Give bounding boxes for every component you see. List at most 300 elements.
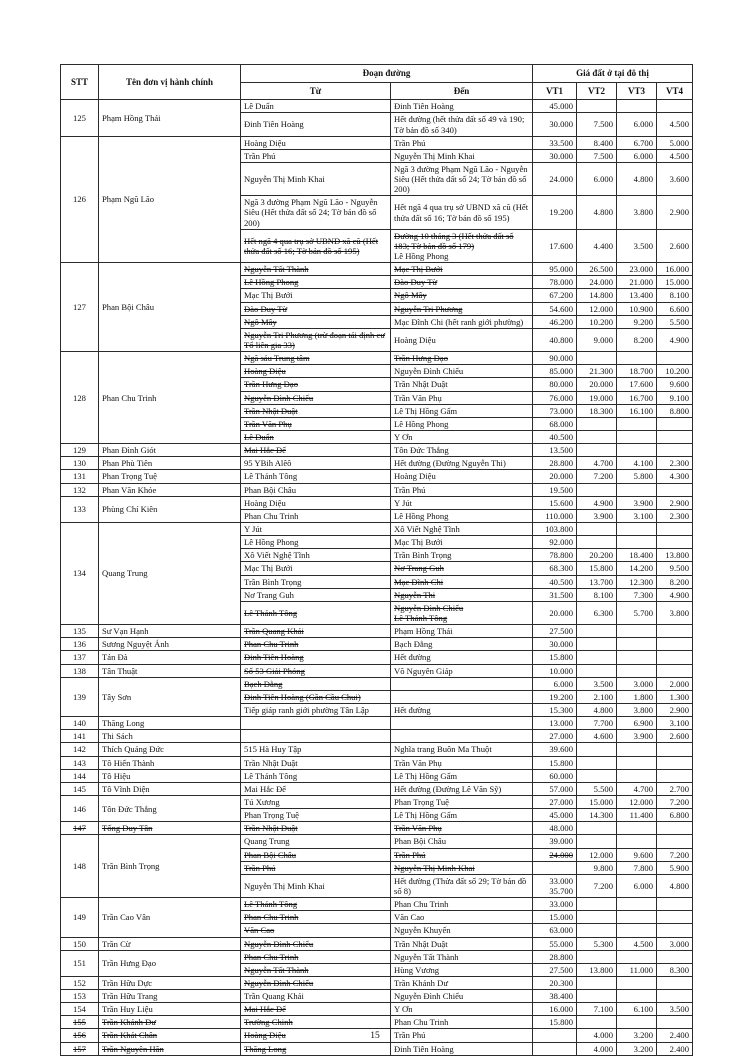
stt-cell: 154	[61, 1003, 99, 1016]
from-cell: Trần Văn Phụ	[241, 417, 391, 430]
vt1-cell: 19.200	[533, 196, 577, 229]
to-cell	[391, 690, 533, 703]
to-cell: Mạc Thị Bưởi	[391, 263, 533, 276]
from-cell: Trần Phú	[241, 861, 391, 874]
vt3-cell: 10.900	[617, 302, 657, 315]
to-cell: Nguyễn Đình Chiếu Lê Thánh Tông	[391, 601, 533, 624]
vt1-cell: 110.000	[533, 509, 577, 522]
vt3-cell: 18.400	[617, 549, 657, 562]
to-cell: Nguyễn Đình Chiếu	[391, 365, 533, 378]
from-cell: Phan Bội Châu	[241, 848, 391, 861]
to-cell: Mạc Đĩnh Chi (hết ranh giới phường)	[391, 315, 533, 328]
vt4-cell	[657, 976, 693, 989]
from-cell: Lê Hồng Phong	[241, 536, 391, 549]
from-cell: Lê Thánh Tông	[241, 769, 391, 782]
from-cell: Nguyễn Thị Minh Khai	[241, 162, 391, 195]
from-cell: Phan Chu Trinh	[241, 638, 391, 651]
table-row	[61, 352, 693, 365]
admin-unit-cell: Phạm Hồng Thái	[99, 100, 241, 136]
vt1-cell: 30.000	[533, 638, 577, 651]
stt-cell: 128	[61, 352, 99, 444]
stt-cell: 142	[61, 743, 99, 756]
admin-unit-cell: Tản Đà	[99, 651, 241, 664]
admin-unit-cell: Phan Văn Khỏe	[99, 483, 241, 496]
vt2-cell	[577, 638, 617, 651]
vt1-cell: 73.000	[533, 404, 577, 417]
from-cell: Mạc Thị Bưởi	[241, 289, 391, 302]
vt2-cell	[577, 651, 617, 664]
vt3-cell	[617, 638, 657, 651]
vt3-cell: 12.000	[617, 795, 657, 808]
from-cell: Phan Trọng Tuệ	[241, 809, 391, 822]
to-cell: Đường 10 tháng 3 (Hết thửa đất số 183; Tờ bản đồ số 179) Lê Hồng Phong	[391, 229, 533, 262]
vt4-cell: 4.800	[657, 874, 693, 897]
stt-cell: 152	[61, 976, 99, 989]
from-cell: Ngã sáu Trung tâm	[241, 352, 391, 365]
to-cell: Y Jút	[391, 496, 533, 509]
vt1-cell: 15.000	[533, 911, 577, 924]
stt-cell: 155	[61, 1016, 99, 1029]
vt3-cell: 1.800	[617, 690, 657, 703]
from-cell: 95 YBih Alêô	[241, 457, 391, 470]
admin-unit-cell: Trần Cừ	[99, 937, 241, 950]
stt-cell: 149	[61, 898, 99, 937]
vt1-cell: 10.000	[533, 664, 577, 677]
table-row	[61, 444, 693, 457]
vt3-cell	[617, 100, 657, 113]
vt3-cell	[617, 911, 657, 924]
admin-unit-cell: Trần Khát Chân	[99, 1029, 241, 1042]
to-cell: Lê Hồng Phong	[391, 509, 533, 522]
vt3-cell: 11.400	[617, 809, 657, 822]
admin-unit-cell: Trần Bình Trọng	[99, 835, 241, 898]
vt3-cell: 21.000	[617, 276, 657, 289]
vt3-cell	[617, 417, 657, 430]
header-from: Từ	[241, 82, 391, 100]
vt3-cell: 9.600	[617, 848, 657, 861]
table-row	[61, 100, 693, 113]
stt-cell: 140	[61, 717, 99, 730]
to-cell: Đinh Tiên Hoàng	[391, 1042, 533, 1055]
vt4-cell: 3.500	[657, 1003, 693, 1016]
vt2-cell: 4.800	[577, 703, 617, 716]
vt4-cell	[657, 769, 693, 782]
vt1-cell	[533, 1042, 577, 1055]
to-cell: Hết ngã 4 qua trụ sở UBND xã cũ (Hết thửa đất số 16; Tờ bản đồ số 195)	[391, 196, 533, 229]
to-cell: Mạc Đĩnh Chi	[391, 575, 533, 588]
vt1-cell: 103.800	[533, 523, 577, 536]
vt3-cell: 12.300	[617, 575, 657, 588]
vt2-cell: 8.400	[577, 136, 617, 149]
table-row	[61, 651, 693, 664]
from-cell: Nguyễn Đình Chiếu	[241, 976, 391, 989]
table-row	[61, 483, 693, 496]
admin-unit-cell: Trần Hữu Dực	[99, 976, 241, 989]
vt1-cell: 15.600	[533, 496, 577, 509]
vt4-cell	[657, 756, 693, 769]
vt3-cell: 4.500	[617, 937, 657, 950]
from-cell: Trần Phú	[241, 149, 391, 162]
from-cell: Trần Nhật Duật	[241, 822, 391, 835]
from-cell: Phan Chu Trinh	[241, 911, 391, 924]
vt1-cell: 6.000	[533, 677, 577, 690]
admin-unit-cell: Sư Vạn Hạnh	[99, 625, 241, 638]
vt3-cell	[617, 822, 657, 835]
vt4-cell: 8.100	[657, 289, 693, 302]
vt4-cell	[657, 352, 693, 365]
admin-unit-cell: Phan Bội Châu	[99, 263, 241, 352]
from-cell: Y Jút	[241, 523, 391, 536]
from-cell: Nguyễn Đình Chiếu	[241, 937, 391, 950]
vt2-cell: 4.400	[577, 229, 617, 262]
stt-cell: 133	[61, 496, 99, 522]
vt1-cell: 39.000	[533, 835, 577, 848]
header-urban-land-price: Giá đất ở tại đô thị	[533, 65, 693, 83]
table-row	[61, 990, 693, 1003]
vt3-cell	[617, 523, 657, 536]
vt1-cell: 24.000	[533, 848, 577, 861]
vt4-cell: 2.000	[657, 677, 693, 690]
vt1-cell: 15.800	[533, 756, 577, 769]
vt3-cell: 4.700	[617, 782, 657, 795]
vt1-cell: 95.000	[533, 263, 577, 276]
vt1-cell: 68.300	[533, 562, 577, 575]
vt3-cell: 18.700	[617, 365, 657, 378]
vt4-cell	[657, 417, 693, 430]
stt-cell: 146	[61, 795, 99, 821]
vt1-cell: 20.000	[533, 601, 577, 624]
table-row	[61, 782, 693, 795]
vt3-cell: 6.000	[617, 874, 657, 897]
to-cell: Phan Chu Trinh	[391, 898, 533, 911]
vt1-cell: 24.000	[533, 162, 577, 195]
admin-unit-cell: Phan Trọng Tuệ	[99, 470, 241, 483]
vt3-cell	[617, 769, 657, 782]
table-row	[61, 717, 693, 730]
vt1-cell: 92.000	[533, 536, 577, 549]
vt3-cell: 3.200	[617, 1029, 657, 1042]
vt2-cell	[577, 523, 617, 536]
vt4-cell	[657, 625, 693, 638]
vt4-cell: 4.500	[657, 149, 693, 162]
vt4-cell: 3.800	[657, 601, 693, 624]
vt3-cell: 3.800	[617, 703, 657, 716]
vt1-cell: 78.000	[533, 276, 577, 289]
table-row	[61, 470, 693, 483]
vt2-cell: 2.100	[577, 690, 617, 703]
vt4-cell	[657, 664, 693, 677]
to-cell: Trần Phú	[391, 136, 533, 149]
from-cell: Trần Hưng Đạo	[241, 378, 391, 391]
vt1-cell: 27.500	[533, 963, 577, 976]
vt1-cell: 28.800	[533, 457, 577, 470]
admin-unit-cell: Phan Phù Tiên	[99, 457, 241, 470]
vt3-cell	[617, 625, 657, 638]
vt4-cell: 3.000	[657, 937, 693, 950]
from-cell: Nơ Trang Guh	[241, 588, 391, 601]
vt4-cell	[657, 924, 693, 937]
vt2-cell: 6.000	[577, 162, 617, 195]
admin-unit-cell: Phan Đình Giót	[99, 444, 241, 457]
vt1-cell: 30.000	[533, 113, 577, 136]
to-cell	[391, 677, 533, 690]
table-row	[61, 976, 693, 989]
to-cell: Võ Nguyên Giáp	[391, 664, 533, 677]
vt2-cell: 5.500	[577, 782, 617, 795]
table-row	[61, 677, 693, 690]
vt3-cell: 13.400	[617, 289, 657, 302]
vt4-cell: 13.800	[657, 549, 693, 562]
vt4-cell	[657, 638, 693, 651]
admin-unit-cell: Tô Hiến Thành	[99, 756, 241, 769]
vt2-cell: 4.600	[577, 730, 617, 743]
vt1-cell: 63.000	[533, 924, 577, 937]
from-cell: Trần Quang Khải	[241, 990, 391, 1003]
vt2-cell	[577, 664, 617, 677]
to-cell: Nguyễn Tất Thành	[391, 950, 533, 963]
vt4-cell	[657, 898, 693, 911]
to-cell: Hoàng Diệu	[391, 328, 533, 351]
vt4-cell	[657, 523, 693, 536]
table-row	[61, 769, 693, 782]
from-cell: Mai Hắc Đế	[241, 1003, 391, 1016]
vt3-cell: 23.000	[617, 263, 657, 276]
to-cell	[391, 717, 533, 730]
vt4-cell: 1.300	[657, 690, 693, 703]
vt4-cell: 2.300	[657, 509, 693, 522]
from-cell: Mai Hắc Đế	[241, 444, 391, 457]
table-row	[61, 835, 693, 848]
stt-cell: 151	[61, 950, 99, 976]
vt2-cell	[577, 743, 617, 756]
vt4-cell: 5.900	[657, 861, 693, 874]
vt2-cell: 4.000	[577, 1029, 617, 1042]
vt4-cell	[657, 743, 693, 756]
vt1-cell: 20.300	[533, 976, 577, 989]
to-cell	[391, 730, 533, 743]
vt3-cell: 3.500	[617, 229, 657, 262]
to-cell: Phan Bội Châu	[391, 835, 533, 848]
vt2-cell: 7.500	[577, 113, 617, 136]
stt-cell: 156	[61, 1029, 99, 1042]
table-row	[61, 664, 693, 677]
from-cell: Phan Chu Trinh	[241, 509, 391, 522]
vt3-cell: 16.100	[617, 404, 657, 417]
vt4-cell: 9.500	[657, 562, 693, 575]
vt2-cell	[577, 431, 617, 444]
to-cell: Đào Duy Từ	[391, 276, 533, 289]
to-cell: Mạc Thị Bưởi	[391, 536, 533, 549]
vt1-cell: 33.500	[533, 136, 577, 149]
vt3-cell: 17.600	[617, 378, 657, 391]
table-row	[61, 795, 693, 808]
header-to: Đến	[391, 82, 533, 100]
vt2-cell: 3.900	[577, 509, 617, 522]
vt4-cell: 2.600	[657, 229, 693, 262]
vt3-cell: 3.900	[617, 496, 657, 509]
vt3-cell: 6.000	[617, 113, 657, 136]
price-table-body	[61, 100, 693, 1056]
to-cell: Hết đường	[391, 703, 533, 716]
vt3-cell	[617, 651, 657, 664]
vt2-cell: 26.500	[577, 263, 617, 276]
from-cell: Phan Bội Châu	[241, 483, 391, 496]
admin-unit-cell: Phan Chu Trinh	[99, 352, 241, 444]
vt1-cell: 13.000	[533, 717, 577, 730]
vt4-cell: 7.200	[657, 848, 693, 861]
vt1-cell: 85.000	[533, 365, 577, 378]
vt2-cell: 4.900	[577, 496, 617, 509]
table-row	[61, 1016, 693, 1029]
vt1-cell: 40.500	[533, 575, 577, 588]
vt2-cell: 12.000	[577, 848, 617, 861]
table-row	[61, 937, 693, 950]
admin-unit-cell: Trần Hữu Trang	[99, 990, 241, 1003]
from-cell: Bạch Đằng	[241, 677, 391, 690]
vt1-cell: 19.200	[533, 690, 577, 703]
vt2-cell	[577, 625, 617, 638]
vt1-cell: 80.000	[533, 378, 577, 391]
to-cell: Hết đường (Thửa đất số 29; Tờ bản đồ số 8)	[391, 874, 533, 897]
from-cell: Đào Duy Từ	[241, 302, 391, 315]
to-cell: Phan Trọng Tuệ	[391, 795, 533, 808]
vt4-cell: 2.900	[657, 496, 693, 509]
vt4-cell: 6.800	[657, 809, 693, 822]
to-cell: Trần Phú	[391, 1029, 533, 1042]
vt1-cell: 31.500	[533, 588, 577, 601]
vt1-cell: 15.800	[533, 651, 577, 664]
from-cell: Trường Chinh	[241, 1016, 391, 1029]
vt1-cell: 57.000	[533, 782, 577, 795]
from-cell: Trần Nhật Duật	[241, 404, 391, 417]
to-cell: Nguyễn Đình Chiểu	[391, 990, 533, 1003]
vt3-cell	[617, 976, 657, 989]
from-cell: Trần Bình Trọng	[241, 575, 391, 588]
vt3-cell: 14.200	[617, 562, 657, 575]
vt1-cell: 16.000	[533, 1003, 577, 1016]
vt1-cell: 39.600	[533, 743, 577, 756]
vt1-cell: 40.500	[533, 431, 577, 444]
to-cell: Lê Thị Hồng Gấm	[391, 404, 533, 417]
from-cell: Xô Viết Nghệ Tĩnh	[241, 549, 391, 562]
to-cell: Lê Thị Hồng Gấm	[391, 809, 533, 822]
table-row	[61, 756, 693, 769]
vt1-cell: 67.200	[533, 289, 577, 302]
vt4-cell: 8.200	[657, 575, 693, 588]
from-cell: Lê Hồng Phong	[241, 276, 391, 289]
table-row	[61, 496, 693, 509]
stt-cell: 145	[61, 782, 99, 795]
vt3-cell: 5.800	[617, 470, 657, 483]
to-cell: Tôn Đức Thắng	[391, 444, 533, 457]
vt1-cell: 48.000	[533, 822, 577, 835]
vt3-cell: 3.900	[617, 730, 657, 743]
vt3-cell	[617, 431, 657, 444]
vt3-cell: 3.100	[617, 509, 657, 522]
vt4-cell: 2.700	[657, 782, 693, 795]
vt2-cell	[577, 444, 617, 457]
vt2-cell: 7.200	[577, 874, 617, 897]
to-cell: Y Ơn	[391, 431, 533, 444]
to-cell: Lê Hồng Phong	[391, 417, 533, 430]
stt-cell: 135	[61, 625, 99, 638]
vt2-cell: 8.100	[577, 588, 617, 601]
vt4-cell: 15.000	[657, 276, 693, 289]
vt3-cell	[617, 444, 657, 457]
from-cell: Lê Thánh Tông	[241, 601, 391, 624]
vt4-cell: 9.100	[657, 391, 693, 404]
vt1-cell: 28.800	[533, 950, 577, 963]
vt4-cell: 2.900	[657, 703, 693, 716]
vt2-cell: 15.800	[577, 562, 617, 575]
vt3-cell: 6.100	[617, 1003, 657, 1016]
vt2-cell	[577, 100, 617, 113]
to-cell: Ngô Mây	[391, 289, 533, 302]
vt4-cell: 4.900	[657, 328, 693, 351]
vt2-cell: 19.000	[577, 391, 617, 404]
admin-unit-cell: Thăng Long	[99, 717, 241, 730]
table-row	[61, 898, 693, 911]
from-cell: Lê Thánh Tông	[241, 470, 391, 483]
vt2-cell: 20.200	[577, 549, 617, 562]
to-cell: Trần Văn Phụ	[391, 391, 533, 404]
stt-cell: 131	[61, 470, 99, 483]
stt-cell: 144	[61, 769, 99, 782]
vt1-cell	[533, 861, 577, 874]
header-vt4: VT4	[657, 82, 693, 100]
table-row	[61, 1003, 693, 1016]
vt2-cell: 9.800	[577, 861, 617, 874]
vt3-cell: 3.000	[617, 677, 657, 690]
vt3-cell: 6.000	[617, 149, 657, 162]
vt4-cell	[657, 822, 693, 835]
from-cell: Trần Nhật Duật	[241, 756, 391, 769]
to-cell: Hoàng Diệu	[391, 470, 533, 483]
from-cell: 515 Hà Huy Tập	[241, 743, 391, 756]
vt1-cell: 15.800	[533, 1016, 577, 1029]
vt4-cell: 2.400	[657, 1029, 693, 1042]
vt2-cell	[577, 536, 617, 549]
vt2-cell	[577, 898, 617, 911]
header-stt: STT	[61, 65, 99, 100]
table-header	[61, 65, 693, 100]
vt3-cell: 7.800	[617, 861, 657, 874]
to-cell: Ngã 3 đường Phạm Ngũ Lão - Nguyễn Siêu (Hết thửa đất số 24; Tờ bản đồ số 200)	[391, 162, 533, 195]
admin-unit-cell: Tây Sơn	[99, 677, 241, 716]
from-cell: Nguyễn Tri Phương (trừ đoạn tái định cư Tổ liên gia 33)	[241, 328, 391, 351]
vt4-cell: 16.000	[657, 263, 693, 276]
vt2-cell: 4.800	[577, 196, 617, 229]
from-cell: Mạc Thị Bưởi	[241, 562, 391, 575]
vt2-cell: 9.000	[577, 328, 617, 351]
from-cell: Tiếp giáp ranh giới phường Tân Lập	[241, 703, 391, 716]
vt2-cell	[577, 769, 617, 782]
from-cell: Hoàng Diệu	[241, 1029, 391, 1042]
from-cell: Nguyễn Tất Thành	[241, 963, 391, 976]
from-cell: Nguyễn Thị Minh Khai	[241, 874, 391, 897]
vt2-cell: 13.700	[577, 575, 617, 588]
vt2-cell	[577, 417, 617, 430]
vt3-cell	[617, 950, 657, 963]
vt1-cell: 45.000	[533, 100, 577, 113]
admin-unit-cell: Tôn Đức Thắng	[99, 795, 241, 821]
vt3-cell: 6.700	[617, 136, 657, 149]
land-price-table	[60, 64, 693, 1056]
vt3-cell: 5.700	[617, 601, 657, 624]
vt3-cell	[617, 536, 657, 549]
vt4-cell: 4.900	[657, 588, 693, 601]
to-cell: Hùng Vương	[391, 963, 533, 976]
